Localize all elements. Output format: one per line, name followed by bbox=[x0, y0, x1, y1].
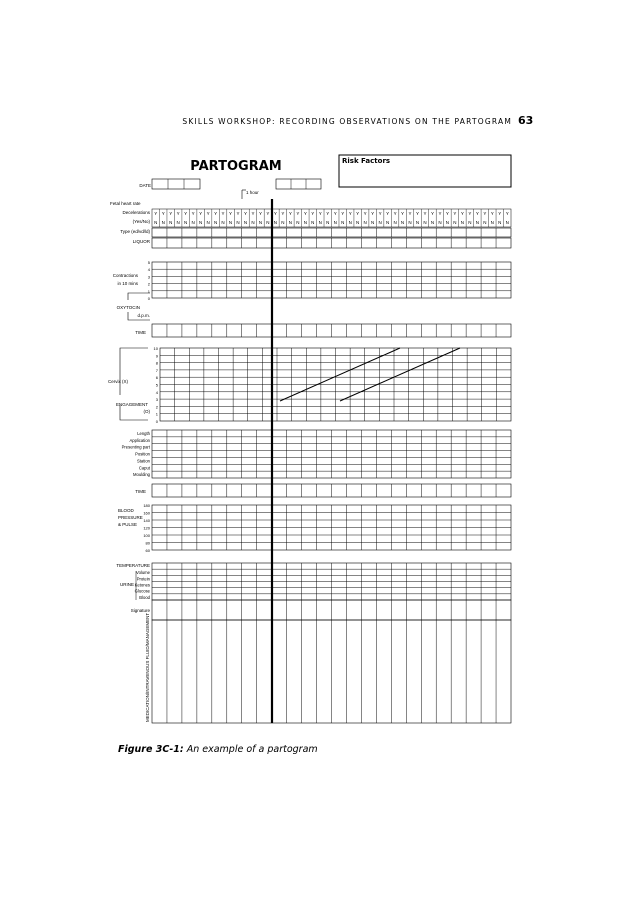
no-mark: N bbox=[176, 220, 180, 225]
no-mark: N bbox=[303, 220, 307, 225]
risk-factors-label: Risk Factors bbox=[342, 157, 391, 165]
no-mark: N bbox=[228, 220, 233, 225]
urine-labels bbox=[135, 570, 151, 600]
no-mark: N bbox=[400, 220, 405, 225]
cervix-scale-tick: 2 bbox=[155, 404, 158, 410]
exam-labels bbox=[122, 431, 151, 477]
bp-scale-tick: 180 bbox=[143, 503, 150, 508]
oxytocin-bracket bbox=[128, 293, 150, 300]
contraction-scale-tick: 2 bbox=[147, 281, 150, 287]
no-mark: N bbox=[191, 220, 195, 225]
no-mark: N bbox=[161, 220, 165, 225]
yes-mark: Y bbox=[251, 211, 255, 216]
yes-mark: Y bbox=[408, 211, 412, 216]
no-mark: N bbox=[445, 220, 450, 225]
bp-label-3: & PULSE bbox=[118, 522, 138, 527]
yes-mark: Y bbox=[401, 211, 405, 216]
date-label: DATE bbox=[139, 183, 151, 188]
yes-mark: Y bbox=[288, 211, 292, 216]
yes-mark: Y bbox=[356, 211, 360, 216]
yes-mark: Y bbox=[363, 211, 367, 216]
page-number: 63 bbox=[518, 114, 534, 127]
bp-scale-tick: 60 bbox=[145, 548, 150, 553]
bp-scale-tick: 100 bbox=[143, 533, 150, 538]
exam-row-label: Presenting part bbox=[121, 444, 150, 450]
contraction-scale-tick: 3 bbox=[147, 274, 150, 280]
engagement-unit: (O) bbox=[143, 409, 150, 414]
cervix-scale-tick: 8 bbox=[155, 360, 158, 366]
decelerations-grid bbox=[152, 209, 511, 227]
yes-mark: Y bbox=[296, 211, 300, 216]
engagement-label: ENGAGEMENT bbox=[115, 402, 148, 407]
no-mark: N bbox=[415, 220, 420, 225]
no-mark: N bbox=[288, 220, 292, 225]
yes-mark: Y bbox=[333, 211, 337, 216]
no-mark: N bbox=[408, 220, 412, 225]
date-boxes-left bbox=[152, 179, 200, 189]
one-hour-label: 1 hour bbox=[246, 190, 259, 195]
yes-mark: Y bbox=[161, 211, 165, 216]
yes-mark: Y bbox=[483, 211, 487, 216]
cervix-scale-tick: 7 bbox=[155, 367, 158, 373]
cervix-scale-tick: 10 bbox=[153, 346, 158, 351]
yes-mark: Y bbox=[199, 211, 203, 216]
no-mark: N bbox=[453, 220, 457, 225]
exam-row-label: Application bbox=[129, 437, 150, 443]
yes-mark: Y bbox=[236, 211, 240, 216]
no-mark: N bbox=[378, 220, 382, 225]
bp-scale-tick: 120 bbox=[143, 525, 150, 531]
yes-mark: Y bbox=[460, 211, 464, 216]
no-mark: N bbox=[311, 220, 315, 225]
urine-row-label: Volume bbox=[136, 570, 150, 576]
no-mark: N bbox=[356, 220, 360, 225]
yes-mark: Y bbox=[438, 211, 442, 216]
no-mark: N bbox=[221, 220, 225, 225]
time-label: TIME bbox=[135, 330, 146, 335]
cervix-scale bbox=[154, 346, 159, 424]
time-grid-2 bbox=[152, 484, 511, 497]
yes-mark: Y bbox=[505, 211, 509, 216]
date-box-frame bbox=[152, 179, 200, 189]
yes-mark: Y bbox=[378, 211, 382, 216]
signature-label: Signature bbox=[130, 608, 150, 613]
no-mark: N bbox=[213, 220, 218, 225]
yes-mark: Y bbox=[191, 211, 195, 216]
yes-mark: Y bbox=[258, 211, 262, 216]
yes-mark: Y bbox=[206, 211, 210, 216]
no-mark: N bbox=[281, 220, 285, 225]
yes-mark: Y bbox=[214, 211, 218, 216]
no-mark: N bbox=[273, 220, 278, 225]
liquor-label: LIQUOR bbox=[132, 239, 150, 244]
no-mark: N bbox=[438, 220, 442, 225]
cervix-scale-tick: 9 bbox=[155, 353, 158, 359]
yes-mark: Y bbox=[184, 211, 188, 216]
bp-scale-tick: 80 bbox=[145, 540, 150, 546]
oxytocin-label: OXYTOCIN bbox=[116, 305, 140, 310]
type-label: Type (ed/vd/ld) bbox=[120, 229, 150, 234]
no-mark: N bbox=[296, 220, 300, 225]
yes-mark: Y bbox=[393, 211, 397, 216]
yes-mark: Y bbox=[243, 211, 247, 216]
no-mark: N bbox=[468, 220, 472, 225]
bp-label: BLOOD bbox=[118, 508, 134, 513]
bp-scale-tick: 160 bbox=[143, 510, 150, 516]
no-mark: N bbox=[258, 220, 263, 225]
yes-mark: Y bbox=[154, 211, 158, 216]
bp-scale bbox=[143, 503, 150, 553]
contractions-label-2: in 10 mins bbox=[117, 281, 138, 286]
yes-mark: Y bbox=[475, 211, 479, 216]
yes-mark: Y bbox=[423, 211, 427, 216]
exam-row-label: Length bbox=[137, 431, 150, 436]
yes-mark: Y bbox=[318, 211, 322, 216]
yes-mark: Y bbox=[273, 211, 277, 216]
urine-row-label: Glucose bbox=[134, 588, 150, 594]
urine-row-label: Protein bbox=[136, 576, 150, 582]
yes-mark: Y bbox=[311, 211, 315, 216]
yes-mark: Y bbox=[453, 211, 457, 216]
no-mark: N bbox=[490, 220, 494, 225]
alert-line bbox=[280, 348, 400, 401]
yes-mark: Y bbox=[341, 211, 345, 216]
medication-label: MEDICATION/INTRAVENOUS FLUID/MANAGEMENT bbox=[145, 612, 150, 722]
no-mark: N bbox=[184, 220, 188, 225]
no-mark: N bbox=[206, 220, 210, 225]
no-mark: N bbox=[348, 220, 352, 225]
no-mark: N bbox=[169, 220, 173, 225]
decelerations-label: Decelerations bbox=[122, 210, 150, 215]
contraction-scale-tick: 5 bbox=[147, 260, 150, 265]
yes-mark: Y bbox=[281, 211, 285, 216]
yes-mark: Y bbox=[221, 211, 225, 216]
cervix-scale-tick: 1 bbox=[155, 411, 158, 417]
exam-row-label: Moulding bbox=[133, 472, 150, 478]
yes-mark: Y bbox=[490, 211, 494, 216]
no-mark: N bbox=[393, 220, 397, 225]
cervix-scale-tick: 6 bbox=[155, 375, 158, 381]
contraction-scale-tick: 4 bbox=[147, 267, 150, 273]
medication-grid bbox=[152, 620, 511, 723]
no-mark: N bbox=[363, 220, 367, 225]
yes-mark: Y bbox=[326, 211, 330, 216]
signature-grid bbox=[152, 600, 511, 620]
no-mark: N bbox=[243, 220, 248, 225]
running-title: SKILLS WORKSHOP: RECORDING OBSERVATIONS ON THE PARTOGRAM bbox=[182, 117, 512, 126]
cervix-scale-tick: 3 bbox=[155, 397, 158, 403]
exam-row-label: Position bbox=[135, 451, 150, 457]
urine-label: URINE bbox=[120, 582, 135, 587]
no-mark: N bbox=[423, 220, 427, 225]
no-mark: N bbox=[430, 220, 435, 225]
no-mark: N bbox=[341, 220, 345, 225]
cervix-scale-tick: 5 bbox=[155, 382, 158, 388]
yes-mark: Y bbox=[176, 211, 180, 216]
cervix-label: Cervix (X) bbox=[108, 379, 128, 384]
no-mark: N bbox=[266, 220, 270, 225]
bp-label-2: PRESSURE bbox=[118, 515, 143, 520]
oxytocin-unit: d.p.m. bbox=[137, 313, 150, 318]
type-grid bbox=[152, 228, 511, 237]
bp-scale-tick: 140 bbox=[143, 518, 150, 523]
no-mark: N bbox=[385, 220, 390, 225]
no-mark: N bbox=[498, 220, 502, 225]
yes-mark: Y bbox=[445, 211, 449, 216]
contraction-scale-tick: 1 bbox=[147, 288, 150, 294]
contractions-grid bbox=[152, 262, 511, 298]
yes-mark: Y bbox=[371, 211, 375, 216]
yes-mark: Y bbox=[169, 211, 173, 216]
contractions-label: Contractions bbox=[112, 273, 138, 278]
date-boxes-right bbox=[276, 179, 321, 189]
cervix-scale-tick: 0 bbox=[155, 419, 158, 424]
no-mark: N bbox=[371, 220, 375, 225]
exam-row-label: Caput bbox=[138, 465, 150, 471]
yes-mark: Y bbox=[303, 211, 307, 216]
yes-mark: Y bbox=[468, 211, 472, 216]
no-mark: N bbox=[318, 220, 322, 225]
cervix-scale-tick: 4 bbox=[155, 389, 158, 395]
no-mark: N bbox=[326, 220, 330, 225]
yes-mark: Y bbox=[498, 211, 502, 216]
no-mark: N bbox=[198, 220, 203, 225]
cervix-grid bbox=[160, 348, 511, 421]
figure-caption bbox=[118, 744, 318, 755]
exam-row-label: Station bbox=[136, 458, 150, 464]
bp-grid bbox=[152, 505, 511, 550]
action-line bbox=[340, 348, 460, 401]
yes-mark: Y bbox=[266, 211, 270, 216]
decelerations-sub: (Yes/No) bbox=[132, 219, 150, 224]
yes-mark: Y bbox=[348, 211, 352, 216]
yes-mark: Y bbox=[386, 211, 390, 216]
no-mark: N bbox=[475, 220, 479, 225]
contractions-scale bbox=[148, 260, 151, 301]
urine-row-label: Blood bbox=[139, 594, 150, 600]
no-mark: N bbox=[333, 220, 337, 225]
figure-label: Figure 3C-1: bbox=[118, 744, 184, 755]
no-mark: N bbox=[154, 220, 158, 225]
no-mark: N bbox=[483, 220, 487, 225]
no-mark: N bbox=[251, 220, 255, 225]
no-mark: N bbox=[460, 220, 465, 225]
time-grid bbox=[152, 324, 511, 337]
temperature-label: TEMPERATURE bbox=[116, 563, 150, 568]
form-title: PARTOGRAM bbox=[190, 159, 282, 174]
urine-row-label: Ketones bbox=[134, 582, 150, 588]
urine-grid bbox=[152, 563, 511, 600]
contraction-scale-tick: 0 bbox=[147, 296, 150, 301]
figure-caption-text: An example of a partogram bbox=[183, 744, 318, 755]
no-mark: N bbox=[505, 220, 509, 225]
yes-mark: Y bbox=[229, 211, 233, 216]
time-label-2: TIME bbox=[135, 489, 146, 494]
yes-mark: Y bbox=[416, 211, 420, 216]
fetal-heart-rate-label: Fetal heart rate bbox=[110, 201, 141, 206]
no-mark: N bbox=[236, 220, 240, 225]
exam-grid bbox=[152, 430, 511, 478]
yes-mark: Y bbox=[430, 211, 434, 216]
date-box-frame bbox=[276, 179, 321, 189]
liquor-grid bbox=[152, 238, 511, 248]
